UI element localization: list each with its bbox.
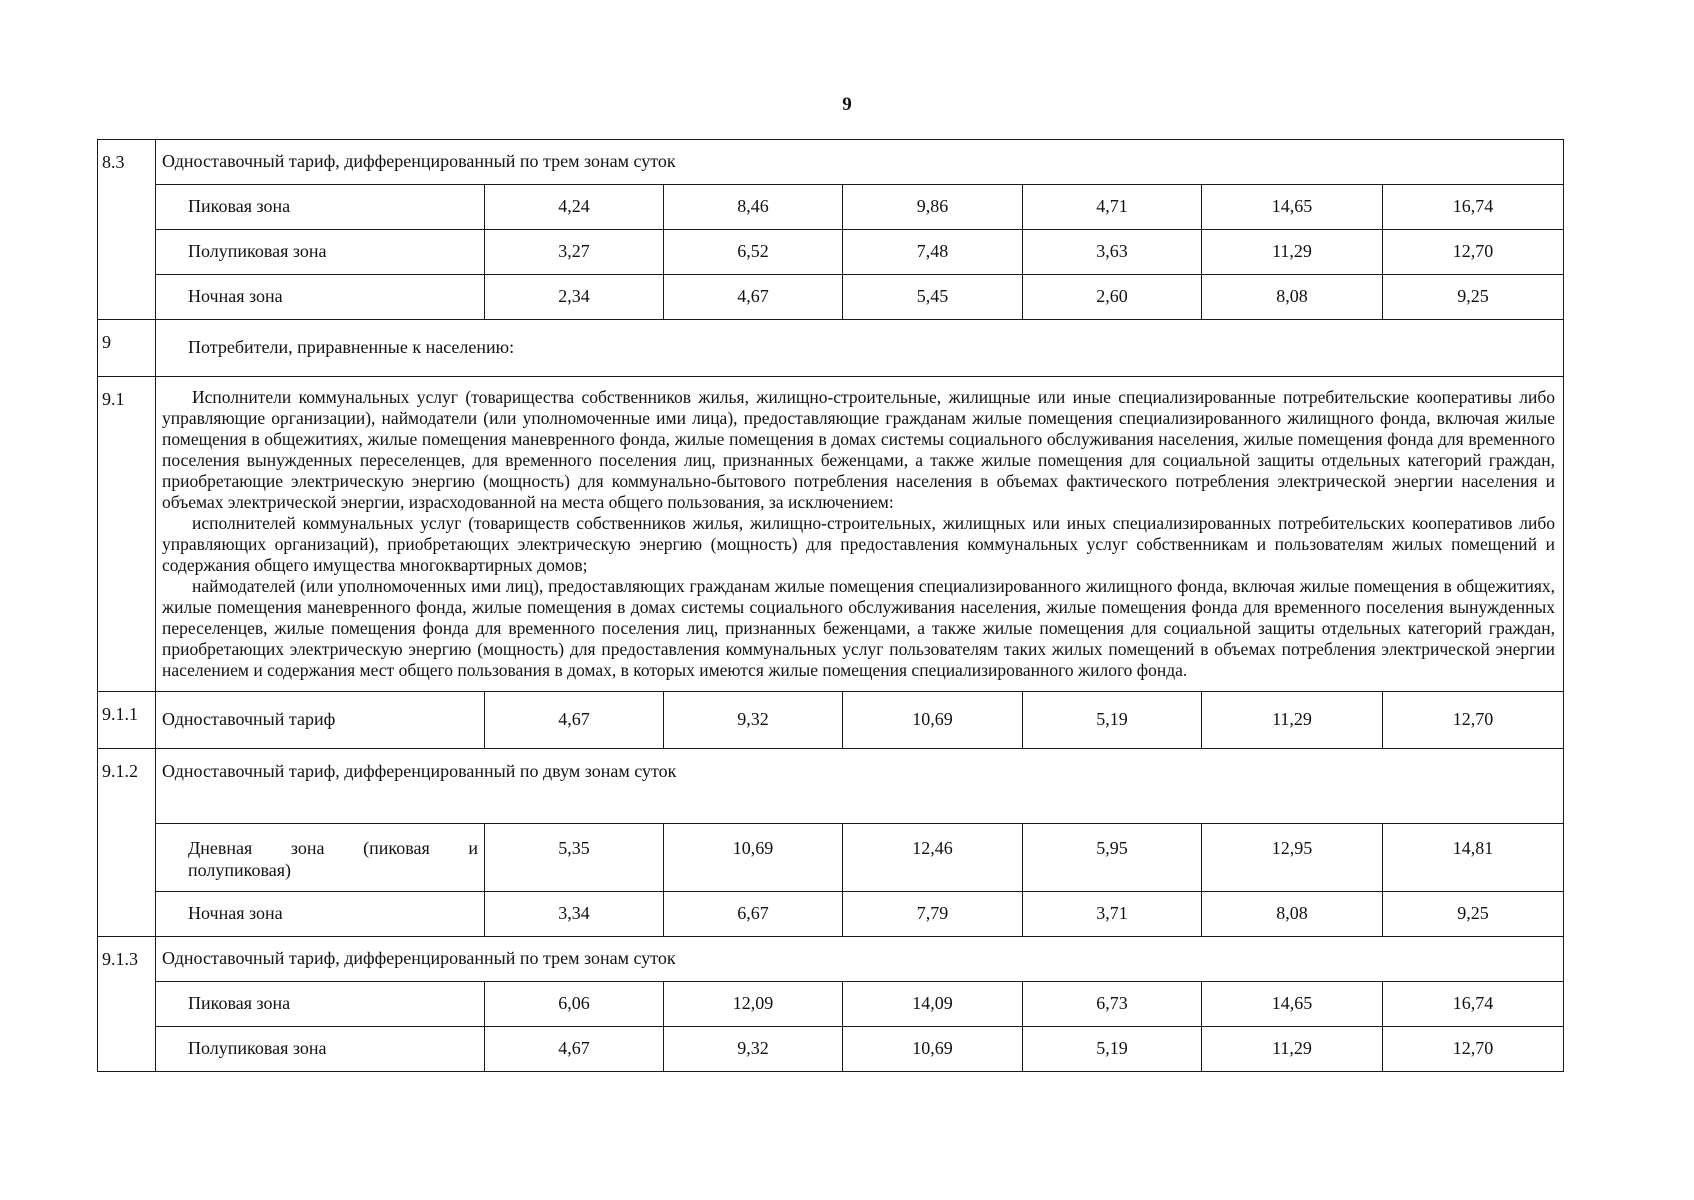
- table-row: [98, 1027, 1564, 1072]
- tariff-value: 5,19: [1023, 692, 1202, 749]
- section-9-row: [98, 320, 1564, 377]
- tariff-value: 9,32: [664, 1027, 843, 1072]
- tariff-value: 14,65: [1202, 185, 1383, 230]
- tariff-value: 4,71: [1023, 185, 1202, 230]
- tariff-value: 9,25: [1383, 892, 1564, 937]
- tariff-value: 10,69: [843, 1027, 1023, 1072]
- tariff-value: 11,29: [1202, 692, 1383, 749]
- section-8-3-header-row: [98, 140, 1564, 185]
- section-title: Потребители, приравненные к населению:: [156, 320, 1564, 377]
- tariff-value: 7,48: [843, 230, 1023, 275]
- table-row: [98, 982, 1564, 1027]
- tariff-table: [97, 139, 1564, 1072]
- tariff-value: 16,74: [1383, 185, 1564, 230]
- tariff-value: 9,25: [1383, 275, 1564, 320]
- tariff-value: 3,27: [485, 230, 664, 275]
- zone-label: Пиковая зона: [156, 185, 485, 230]
- table-row: [98, 275, 1564, 320]
- tariff-value: 8,08: [1202, 892, 1383, 937]
- table-row: [98, 185, 1564, 230]
- row-code: 9.1: [98, 377, 156, 692]
- tariff-value: 12,46: [843, 824, 1023, 892]
- tariff-value: 5,45: [843, 275, 1023, 320]
- tariff-value: 12,95: [1202, 824, 1383, 892]
- paragraph: Исполнители коммунальных услуг (товарищества собственников жилья, жилищно-строительные, жилищные или иные специализированные потребительские кооперативы либо управляющие организации), наймодатели (или уполномоченные ими лица), предоставляющие гражданам жилые помещения специализированного жилищного фонда, включая жилые помещения в общежитиях, жилые помещения маневренного фонда, жилые помещения в домах системы социального обслуживания населения, жилые помещения фонда для временного поселения вынужденных переселенцев, для временного поселения лиц, признанных беженцами, а также жилые помещения для социальной защиты отдельных категорий граждан, приобретающие электрическую энергию (мощность) для коммунально-бытового потребления населения в объемах фактического потребления электрической энергии населения и объемах электрической энергии, израсходованной на места общего пользования, за исключением:: [162, 387, 1555, 512]
- table-row: [98, 230, 1564, 275]
- tariff-value: 10,69: [843, 692, 1023, 749]
- zone-label: Ночная зона: [156, 275, 485, 320]
- table-row: [98, 892, 1564, 937]
- section-9-1-3-header-row: [98, 937, 1564, 982]
- tariff-value: 6,67: [664, 892, 843, 937]
- page-number: 9: [842, 94, 852, 115]
- tariff-value: 5,19: [1023, 1027, 1202, 1072]
- row-code: 9: [98, 320, 156, 377]
- consumer-description: [156, 377, 1564, 692]
- tariff-value: 12,09: [664, 982, 843, 1027]
- tariff-value: 3,71: [1023, 892, 1202, 937]
- tariff-value: 5,95: [1023, 824, 1202, 892]
- row-code: 8.3: [98, 140, 156, 320]
- tariff-value: 12,70: [1383, 230, 1564, 275]
- tariff-value: 4,67: [664, 275, 843, 320]
- zone-label: Ночная зона: [156, 892, 485, 937]
- zone-label: Дневная зона (пиковая и полупиковая): [156, 824, 485, 892]
- paragraph: наймодателей (или уполномоченных ими лиц), предоставляющих гражданам жилые помещения специализированного жилищного фонда, включая жилые помещения в общежитиях, жилые помещения маневренного фонда, жилые помещения в домах системы социального обслуживания населения, жилые помещения фонда для временного поселения вынужденных переселенцев, жилые помещения фонда для временного поселения лиц, признанных беженцами, а также жилые помещения для социальной защиты отдельных категорий граждан, приобретающих электрическую энергию (мощность) для предоставления коммунальных услуг пользователям таких жилых помещений в объемах потребления электрической энергии населением и содержания мест общего пользования в домах, в которых имеются жилые помещения специализированного жилого фонда.: [162, 576, 1555, 680]
- tariff-value: 4,67: [485, 1027, 664, 1072]
- section-title: Одноставочный тариф, дифференцированный по двум зонам суток: [156, 749, 1564, 824]
- tariff-value: 6,52: [664, 230, 843, 275]
- table-row: [98, 824, 1564, 892]
- section-9-1-row: [98, 377, 1564, 692]
- tariff-value: 2,60: [1023, 275, 1202, 320]
- row-code: 9.1.3: [98, 937, 156, 1072]
- tariff-value: 6,73: [1023, 982, 1202, 1027]
- section-title: Одноставочный тариф, дифференцированный по трем зонам суток: [156, 937, 1564, 982]
- tariff-value: 4,24: [485, 185, 664, 230]
- tariff-value: 2,34: [485, 275, 664, 320]
- paragraph: исполнителей коммунальных услуг (товариществ собственников жилья, жилищно-строительных, жилищных или иных специализированных потребительских кооперативов либо управляющих организаций), приобретающих электрическую энергию (мощность) для предоставления коммунальных услуг собственникам и пользователям жилых помещений и содержания общего имущества многоквартирных домов;: [162, 513, 1555, 575]
- zone-label: Полупиковая зона: [156, 230, 485, 275]
- zone-label: Пиковая зона: [156, 982, 485, 1027]
- section-title: Одноставочный тариф, дифференцированный по трем зонам суток: [156, 140, 1564, 185]
- tariff-value: 14,81: [1383, 824, 1564, 892]
- tariff-value: 10,69: [664, 824, 843, 892]
- tariff-label: Одноставочный тариф: [156, 692, 485, 749]
- tariff-value: 8,08: [1202, 275, 1383, 320]
- tariff-value: 11,29: [1202, 230, 1383, 275]
- section-9-1-2-header-row: [98, 749, 1564, 824]
- section-9-1-1-row: [98, 692, 1564, 749]
- tariff-value: 4,67: [485, 692, 664, 749]
- tariff-value: 3,34: [485, 892, 664, 937]
- tariff-value: 9,86: [843, 185, 1023, 230]
- tariff-value: 14,65: [1202, 982, 1383, 1027]
- tariff-value: 7,79: [843, 892, 1023, 937]
- tariff-value: 14,09: [843, 982, 1023, 1027]
- tariff-value: 5,35: [485, 824, 664, 892]
- tariff-value: 9,32: [664, 692, 843, 749]
- tariff-value: 11,29: [1202, 1027, 1383, 1072]
- tariff-value: 3,63: [1023, 230, 1202, 275]
- row-code: 9.1.2: [98, 749, 156, 937]
- tariff-value: 8,46: [664, 185, 843, 230]
- row-code: 9.1.1: [98, 692, 156, 749]
- tariff-value: 12,70: [1383, 692, 1564, 749]
- tariff-value: 12,70: [1383, 1027, 1564, 1072]
- tariff-value: 16,74: [1383, 982, 1564, 1027]
- tariff-value: 6,06: [485, 982, 664, 1027]
- zone-label: Полупиковая зона: [156, 1027, 485, 1072]
